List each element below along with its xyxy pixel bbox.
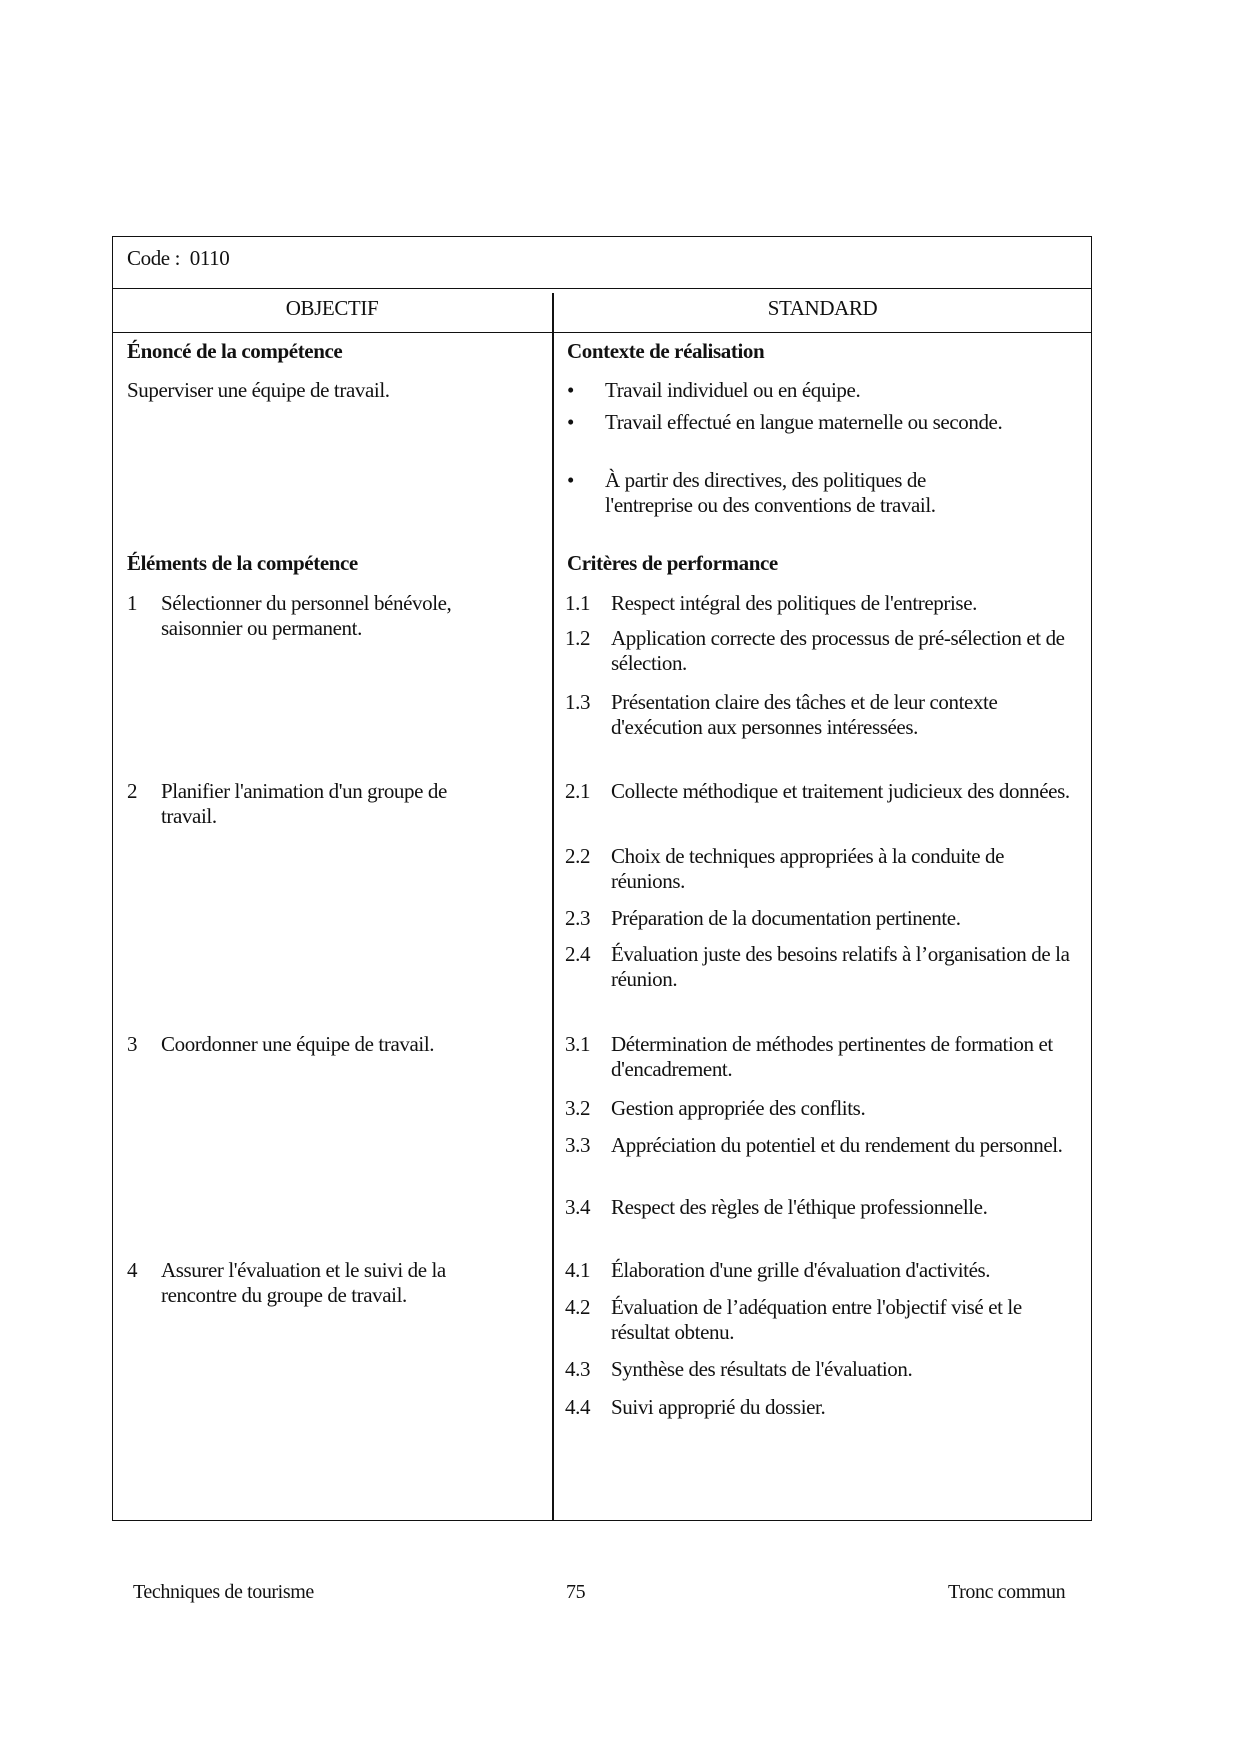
criterion-number: 3.1 — [565, 1032, 591, 1056]
code — [127, 246, 229, 271]
enonce-text: Superviser une équipe de travail. — [127, 378, 390, 402]
element-text: Assurer l'évaluation et le suivi de la rencontre du groupe de travail. — [161, 1258, 446, 1307]
criterion-number: 2.3 — [565, 906, 591, 930]
criterion-number: 3.4 — [565, 1195, 591, 1219]
code-label: Code : — [127, 246, 181, 270]
criterion-text: Évaluation juste des besoins relatifs à l’organisation de la réunion. — [611, 942, 1070, 991]
header-objectif: OBJECTIF — [285, 296, 379, 320]
criterion-number: 1.1 — [565, 591, 591, 615]
criterion-item — [565, 1395, 1085, 1420]
criterion-number: 4.1 — [565, 1258, 591, 1282]
criterion-text: Suivi approprié du dossier. — [611, 1395, 826, 1419]
element-item — [127, 591, 537, 641]
contexte-item — [567, 468, 1077, 518]
header-standard: STANDARD — [767, 296, 878, 320]
element-text: Coordonner une équipe de travail. — [161, 1032, 435, 1056]
element-item — [127, 1258, 537, 1308]
criterion-item — [565, 906, 1085, 931]
criterion-number: 4.4 — [565, 1395, 591, 1419]
criterion-item — [565, 942, 1085, 992]
criterion-text: Élaboration d'une grille d'évaluation d'activités. — [611, 1258, 991, 1282]
criterion-text: Préparation de la documentation pertinente. — [611, 906, 961, 930]
criteres-title: Critères de performance — [567, 551, 778, 575]
criterion-text: Évaluation de l’adéquation entre l'objectif visé et le résultat obtenu. — [611, 1295, 1022, 1344]
footer-section: Tronc commun — [948, 1581, 1066, 1603]
criterion-number: 2.4 — [565, 942, 591, 966]
criterion-number: 1.2 — [565, 626, 591, 650]
element-item — [127, 1032, 537, 1057]
criterion-text: Présentation claire des tâches et de leur contexte d'exécution aux personnes intéressées. — [611, 690, 998, 739]
code-value: 0110 — [189, 246, 230, 270]
footer-program: Techniques de tourisme — [133, 1581, 314, 1603]
element-text: Planifier l'animation d'un groupe de travail. — [161, 779, 447, 828]
contexte-title: Contexte de réalisation — [567, 339, 765, 363]
criterion-item — [565, 1295, 1085, 1345]
elements-title: Éléments de la compétence — [127, 551, 358, 575]
bullet-icon: • — [567, 468, 574, 492]
criterion-item — [565, 1096, 1085, 1121]
enonce-title: Énoncé de la compétence — [127, 339, 343, 363]
contexte-item — [567, 410, 1077, 435]
bullet-icon: • — [567, 378, 574, 402]
element-number: 3 — [127, 1032, 138, 1056]
element-number: 2 — [127, 779, 138, 803]
criterion-item — [565, 1032, 1085, 1082]
contexte-item-text: Travail individuel ou en équipe. — [605, 378, 861, 402]
divider — [112, 332, 1092, 333]
criterion-number: 4.3 — [565, 1357, 591, 1381]
column-divider — [552, 293, 554, 1521]
page-number: 75 — [566, 1581, 586, 1603]
element-text: Sélectionner du personnel bénévole, saisonnier ou permanent. — [161, 591, 452, 640]
criterion-number: 3.2 — [565, 1096, 591, 1120]
contexte-item-text: Travail effectué en langue maternelle ou seconde. — [605, 410, 1003, 434]
criterion-number: 2.1 — [565, 779, 591, 803]
criterion-item — [565, 1258, 1085, 1283]
criterion-text: Respect intégral des politiques de l'entreprise. — [611, 591, 977, 615]
criterion-text: Gestion appropriée des conflits. — [611, 1096, 866, 1120]
divider — [112, 288, 1092, 289]
criterion-item — [565, 1133, 1085, 1158]
bullet-icon: • — [567, 410, 574, 434]
criterion-text: Détermination de méthodes pertinentes de formation et d'encadrement. — [611, 1032, 1053, 1081]
criterion-number: 2.2 — [565, 844, 591, 868]
criterion-item — [565, 844, 1085, 894]
criterion-item — [565, 779, 1085, 804]
criterion-text: Synthèse des résultats de l'évaluation. — [611, 1357, 913, 1381]
criterion-text: Respect des règles de l'éthique professionnelle. — [611, 1195, 988, 1219]
criterion-item — [565, 591, 1085, 616]
element-number: 1 — [127, 591, 138, 615]
criterion-item — [565, 690, 1085, 740]
element-number: 4 — [127, 1258, 138, 1282]
criterion-number: 3.3 — [565, 1133, 591, 1157]
criterion-text: Application correcte des processus de pré-sélection et de sélection. — [611, 626, 1065, 675]
criterion-text: Appréciation du potentiel et du rendement du personnel. — [611, 1133, 1063, 1157]
element-item — [127, 779, 537, 829]
criterion-text: Choix de techniques appropriées à la conduite de réunions. — [611, 844, 1005, 893]
criterion-number: 1.3 — [565, 690, 591, 714]
criterion-text: Collecte méthodique et traitement judicieux des données. — [611, 779, 1070, 803]
contexte-item — [567, 378, 1077, 403]
criterion-item — [565, 1195, 1085, 1220]
criterion-number: 4.2 — [565, 1295, 591, 1319]
contexte-item-text: À partir des directives, des politiques de l'entreprise ou des conventions de travail. — [605, 468, 936, 517]
criterion-item — [565, 1357, 1085, 1382]
criterion-item — [565, 626, 1085, 676]
